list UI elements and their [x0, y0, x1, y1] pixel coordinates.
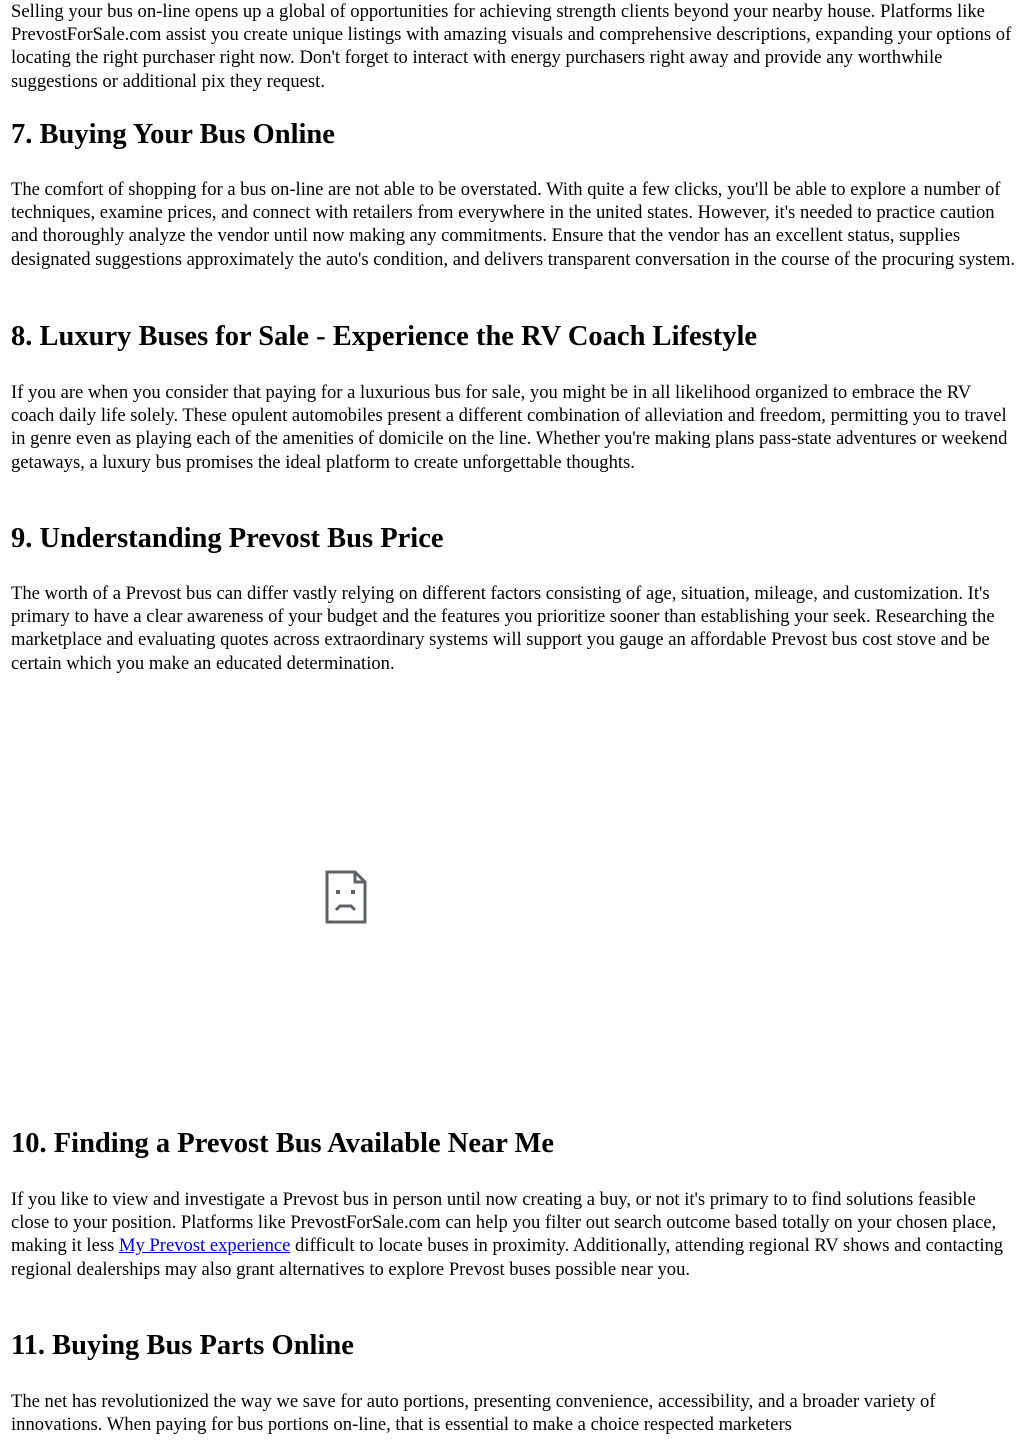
section-10-text-after: difficult to locate buses in proximity. Additionally, attending regional RV shows and contacting regional dealerships may also grant alternatives to explore Prevost buses possible near you. [11, 1235, 1004, 1280]
section-10-text-before: If you like to view and investigate a Prevost bus in person until now creating a buy, or not it's primary to to find solutions feasible close to your position. Platforms like PrevostForSale.com can help you filter out search outcome based totally on your chosen place, making it less [11, 1189, 997, 1257]
section-8-heading: 8. Luxury Buses for Sale - Experience the RV Coach Lifestyle [11, 321, 758, 352]
section-10-heading: 10. Finding a Prevost Bus Available Near Me [11, 1128, 555, 1159]
section-9-paragraph: The worth of a Prevost bus can differ vastly relying on different factors consisting of age, situation, mileage, and customization. It's primary to have a clear awareness of your budget and the features you prioritize sooner than establishing your seek. Researching the marketplace and evaluating quotes across extraordinary systems will support you gauge an affordable Prevost bus cost stove and be certain which you make an educated determination. [11, 583, 995, 674]
broken-page-icon [325, 870, 367, 924]
section-11-heading: 11. Buying Bus Parts Online [11, 1330, 354, 1361]
section-7-heading: 7. Buying Your Bus Online [11, 119, 335, 150]
section-7-paragraph: The comfort of shopping for a bus on-line are not able to be overstated. With quite a few clicks, you'll be able to explore a number of techniques, examine prices, and connect with retailers from everywhere in the united states. However, it's needed to practice caution and thoroughly analyze the vendor until now making any commitments. Ensure that the vendor has an excellent status, supplies designated suggestions approximately the auto's condition, and delivers transparent conversation in the course of the procuring system. [11, 179, 1016, 270]
section-11-paragraph: The net has revolutionized the way we save for auto portions, presenting convenience, accessibility, and a broader variety of innovations. When paying for bus portions on-line, that is essential to make a choice respected marketers [11, 1391, 936, 1436]
intro-paragraph: Selling your bus on-line opens up a global of opportunities for achieving strength clients beyond your nearby house. Platforms like PrevostForSale.com assist you create unique listings with amazing visuals and comprehensive descriptions, expanding your options of locating the right purchaser right now. Don't forget to interact with energy purchasers right away and provide any worthwhile suggestions or additional pix they request. [11, 1, 1012, 92]
section-9-heading: 9. Understanding Prevost Bus Price [11, 523, 444, 554]
section-10-paragraph [11, 1188, 1017, 1281]
my-prevost-experience-link[interactable]: My Prevost experience [118, 1235, 291, 1257]
broken-embed-frame [11, 690, 681, 1100]
section-8-paragraph: If you are when you consider that paying for a luxurious bus for sale, you might be in all likelihood organized to embrace the RV coach daily life solely. These opulent automobiles present a different combination of alleviation and freedom, permitting you to travel in genre even as playing each of the amenities of domicile on the line. Whether you're making plans pass-state adventures or weekend getaways, a luxury bus promises the ideal platform to create unforgettable thoughts. [11, 382, 1008, 473]
